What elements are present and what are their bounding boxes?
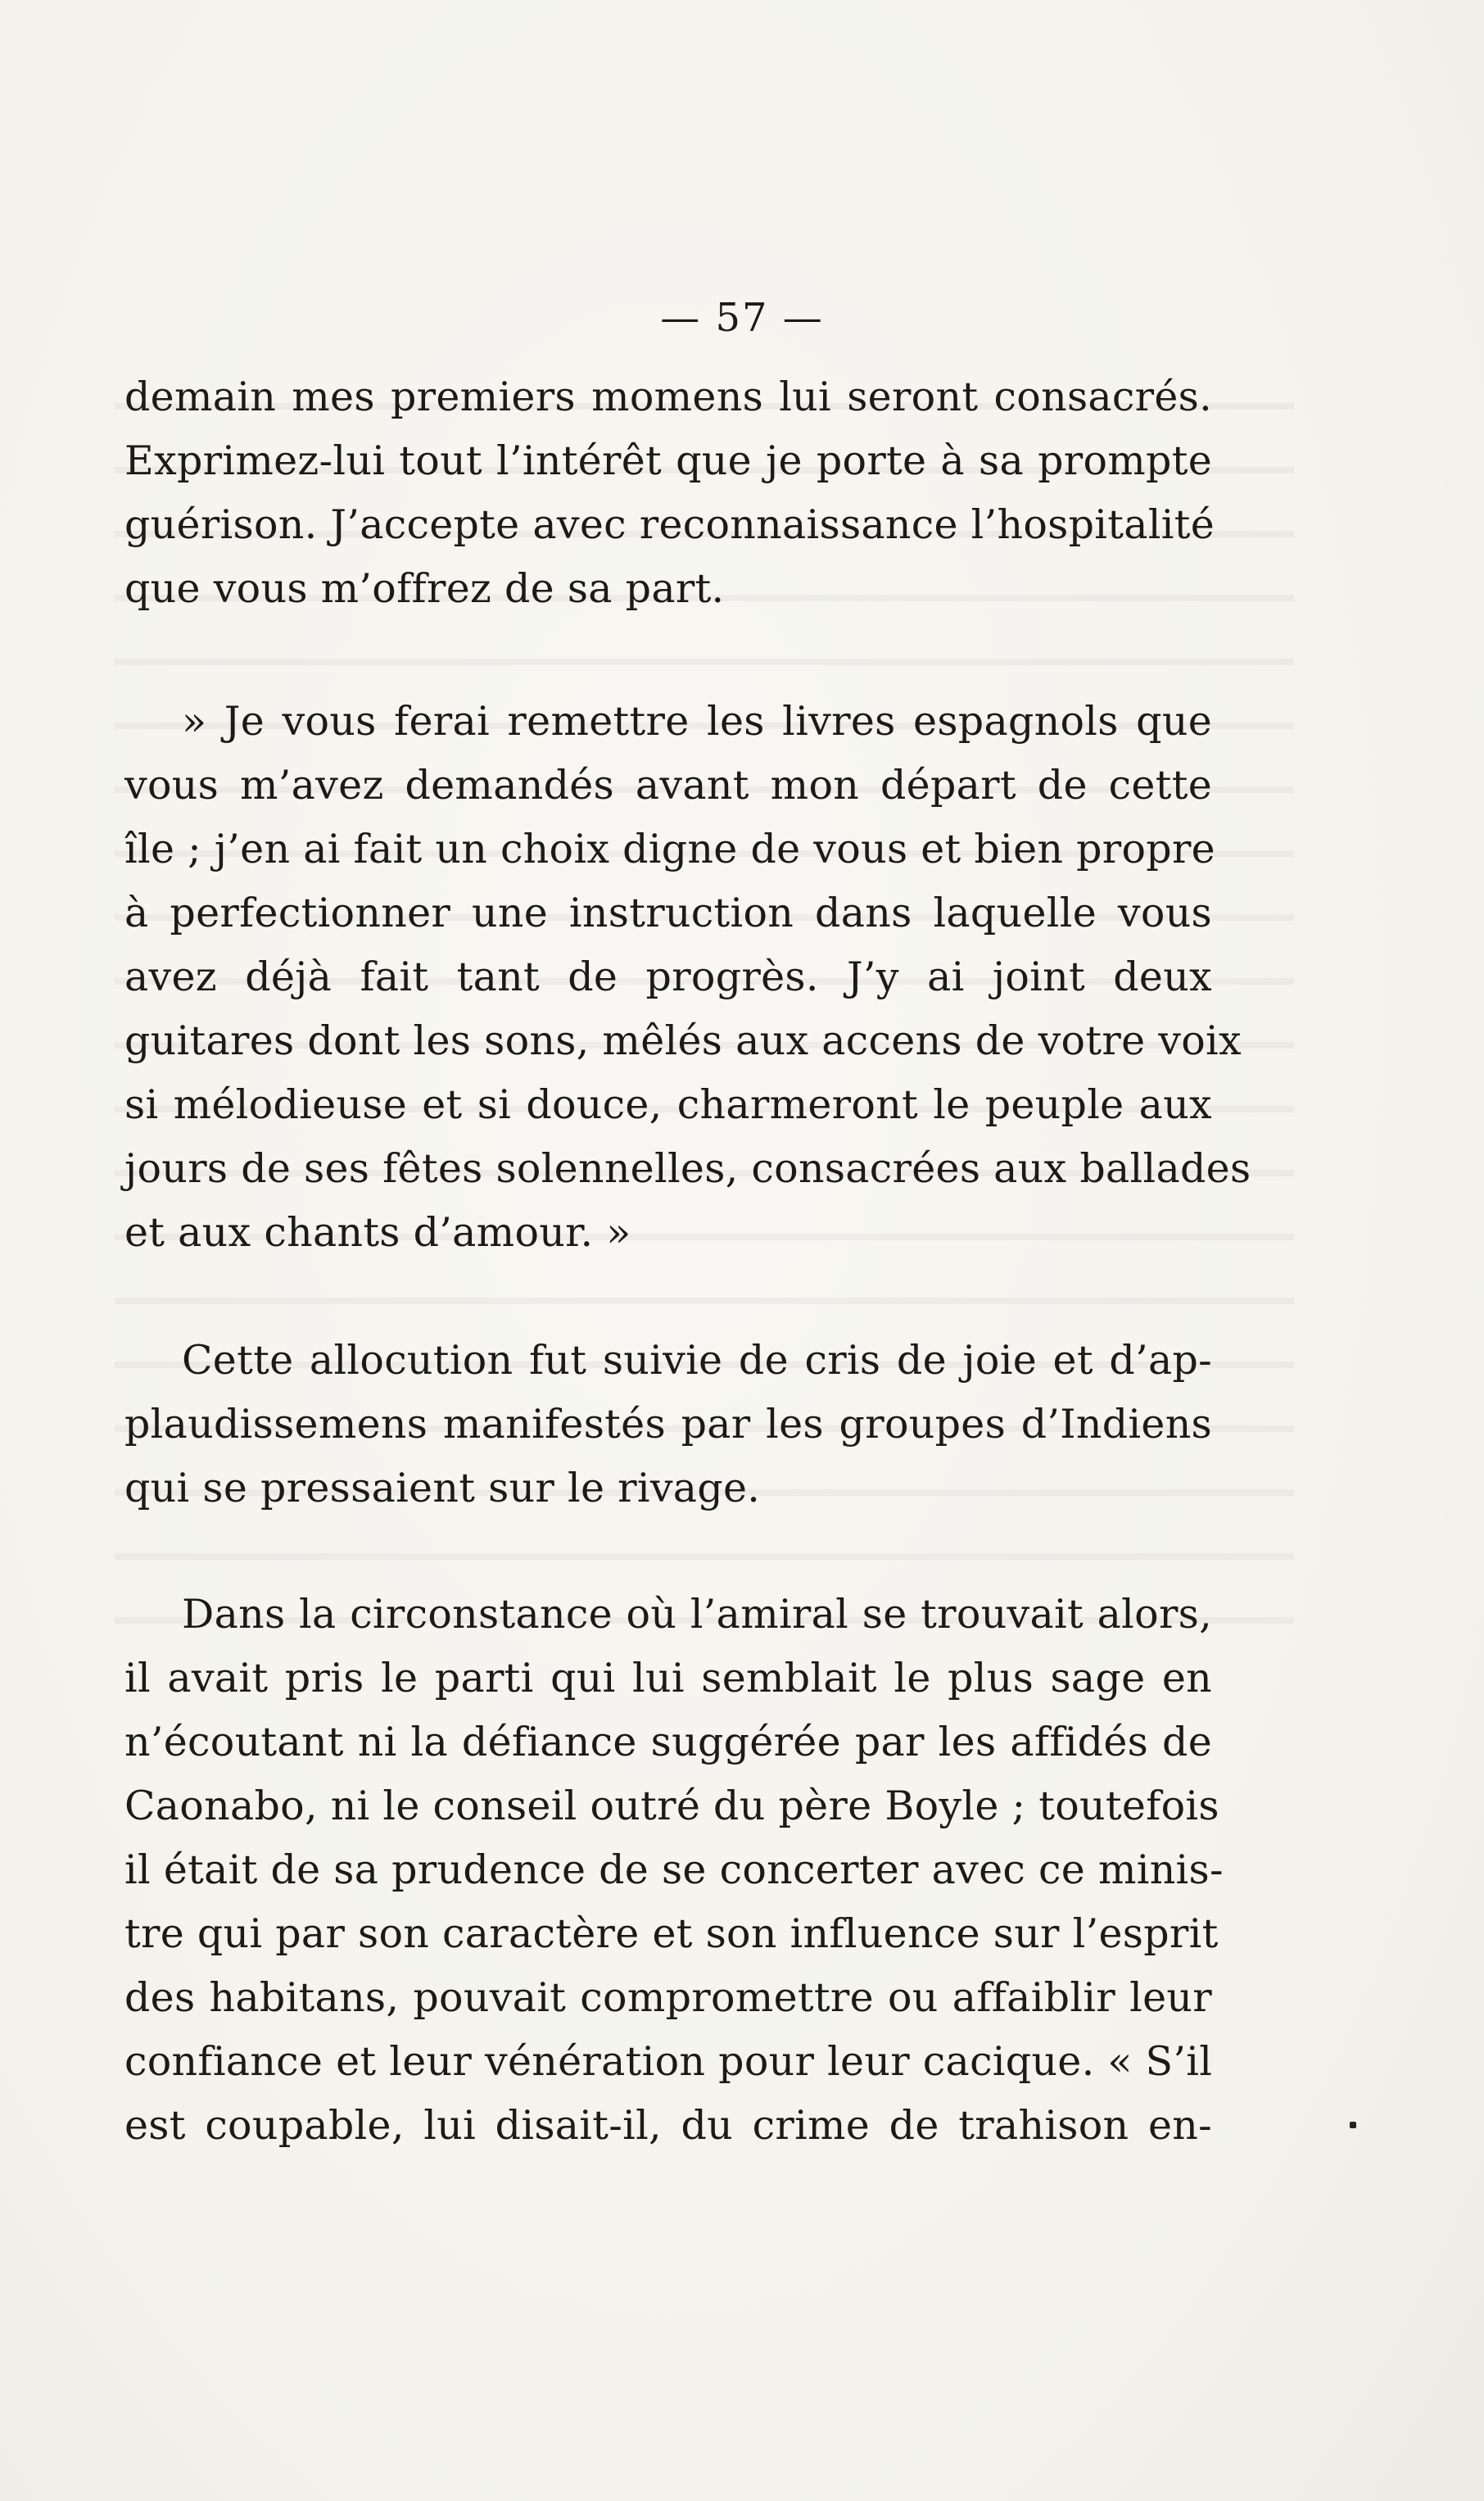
text-line: que vous m’offrez de sa part. xyxy=(124,565,725,612)
text-line: Caonabo, ni le conseil outré du père Boyle ; toutefois xyxy=(124,1783,1219,1829)
text-line: est coupable, lui disait-il, du crime de trahison en- xyxy=(124,2102,1212,2149)
text-line: confiance et leur vénération pour leur cacique. « S’il xyxy=(124,2038,1213,2085)
text-line: des habitans, pouvait compromettre ou affaiblir leur xyxy=(124,1974,1212,2021)
text-line: tre qui par son caractère et son influence sur l’esprit xyxy=(124,1910,1219,1957)
text-line: » Je vous ferai remettre les livres espagnols que xyxy=(182,698,1212,745)
text-line: guérison. J’accepte avec reconnaissance l’hospitalité xyxy=(124,501,1215,548)
paragraph-2 xyxy=(124,690,1251,1265)
text-line: si mélodieuse et si douce, charmeront le peuple aux xyxy=(124,1081,1212,1128)
text-line: à perfectionner une instruction dans laquelle vous xyxy=(124,890,1212,936)
text-line: n’écoutant ni la défiance suggérée par les affidés de xyxy=(124,1719,1212,1765)
paragraph-3 xyxy=(124,1329,1212,1520)
paragraph-4 xyxy=(124,1583,1224,2158)
page-number: — 57 — xyxy=(660,295,824,341)
text-line: vous m’avez demandés avant mon départ de cette xyxy=(124,762,1212,809)
ink-speck xyxy=(1350,2122,1356,2128)
text-line: jours de ses fêtes solennelles, consacrées aux ballades xyxy=(124,1145,1251,1192)
text-line: Cette allocution fut suivie de cris de joie et d’ap- xyxy=(182,1337,1212,1384)
text-line: île ; j’en ai fait un choix digne de vous et bien propre xyxy=(124,826,1215,872)
text-line: et aux chants d’amour. » xyxy=(124,1209,631,1256)
paragraph-1 xyxy=(124,365,1215,621)
text-line: avez déjà fait tant de progrès. J’y ai joint deux xyxy=(124,954,1212,1000)
text-line: il était de sa prudence de se concerter avec ce minis- xyxy=(124,1846,1224,1893)
text-line: Exprimez-lui tout l’intérêt que je porte à sa prompte xyxy=(124,437,1212,484)
text-line: plaudissemens manifestés par les groupes d’Indiens xyxy=(124,1401,1212,1448)
text-line: demain mes premiers momens lui seront consacrés. xyxy=(124,374,1212,420)
text-line: qui se pressaient sur le rivage. xyxy=(124,1465,761,1511)
text-line: Dans la circonstance où l’amiral se trouvait alors, xyxy=(182,1591,1212,1638)
text-line: il avait pris le parti qui lui semblait le plus sage en xyxy=(124,1655,1212,1701)
text-line: guitares dont les sons, mêlés aux accens de votre voix xyxy=(124,1017,1242,1064)
